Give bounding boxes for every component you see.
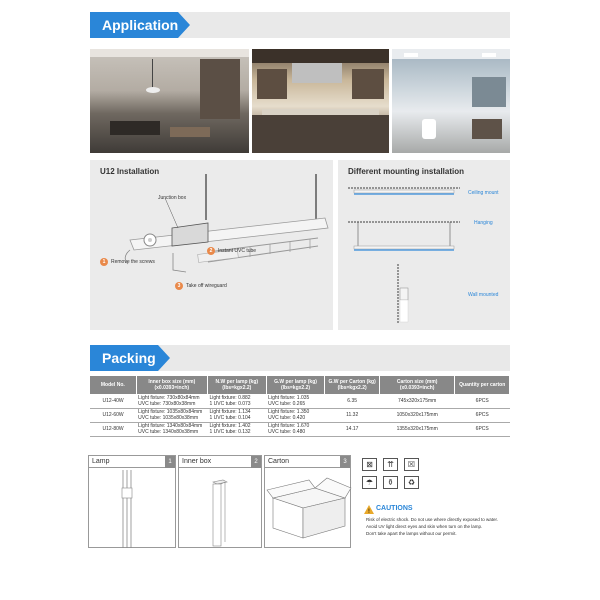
cell-nw-fixture: Light fixture: 0.882 [209,394,251,401]
caution-line-2: Avoid UV light direct eyes and skin when turn on the lamp. [366,524,483,529]
cell-carton-size: 1050x320x175mm [379,408,455,422]
cell-gw-fixture: Light fixture: 1.350 [268,409,310,415]
table-header-row [90,376,510,394]
cell-inner [136,394,207,408]
inner-box [178,455,262,548]
warning-icon [364,505,374,514]
inner-box-number: 2 [251,456,261,468]
caution-line-3: Don't take apart the lamps without our permit. [366,531,457,536]
cell-inner [136,422,207,436]
cell-gw-fixture: Light fixture: 1.035 [268,394,310,401]
step-2-badge: 2 [207,247,215,255]
col-inner-box: Inner box size (mm) (x0.0393=inch) [136,376,207,394]
cell-qty: 6PCS [455,422,510,436]
caution-line-1: Risk of electric shock. Do not use where directly exposed to water. [366,517,499,522]
keep-dry-icon: ☂ [362,476,377,489]
cell-nw-fixture: Light fixture: 1.134 [209,409,251,415]
cell-inner-fixture: Light fixture: 1035x80x84mm [138,409,203,415]
cell-nw-tube: 1 UVC tube: 0.104 [209,415,251,421]
col-gw: G.W per lamp (kg) (lbs=kgx2.2) [266,376,325,394]
cell-gw-tube: UVC tube: 0.420 [268,415,306,421]
living-room-photo [90,49,249,153]
cell-carton-size: 745x320x175mm [379,394,455,408]
cautions-title: CAUTIONS [376,505,413,512]
cell-nw [207,422,266,436]
col-nw: N.W per lamp (kg) (lbs=kgx2.2) [207,376,266,394]
this-way-up-icon: ⇈ [383,458,398,471]
cell-nw [207,394,266,408]
cell-inner-tube: UVC tube: 1340x80x38mm [138,429,199,435]
table-row [90,394,510,408]
col-carton-gw: G.W per Carton (kg) (lbs=kgx2.2) [325,376,380,394]
cell-gw-fixture: Light fixture: 1.670 [268,423,310,429]
installation-title: U12 Installation [100,167,160,176]
cell-model: U12-60W [90,408,136,422]
lamp-illustration [89,468,177,549]
lamp-box-number: 1 [165,456,175,468]
cell-gw [266,394,325,408]
table-row [90,408,510,422]
step-3-label: Take off wireguard [186,283,227,289]
cell-gw [266,408,325,422]
cell-inner [136,408,207,422]
bathroom-photo [392,49,510,153]
svg-text:!: ! [367,508,371,514]
cell-model: U12-40W [90,394,136,408]
cell-nw [207,408,266,422]
cell-model: U12-80W [90,422,136,436]
step-1-label: Remove the screws [111,259,155,265]
carton-box-label: Carton [268,458,290,465]
installation-diagram [90,160,333,330]
col-qty: Quantity per carton [455,376,510,394]
inner-box-illustration [179,468,263,549]
packing-table [90,376,510,437]
cell-nw-tube: 1 UVC tube: 0.132 [209,429,251,435]
carton-box [264,455,351,548]
packing-band [90,345,510,371]
carton-illustration [265,468,352,549]
carton-box-number: 3 [340,456,350,468]
mount-type-wall: Wall mounted [468,292,499,298]
cell-gw-tube: UVC tube: 0.480 [268,429,306,435]
cell-carton-gw: 11.32 [325,408,380,422]
kitchen-photo [252,49,389,153]
lamp-box [88,455,176,548]
cell-carton-gw: 14.17 [325,422,380,436]
table-row [90,422,510,436]
cell-gw [266,422,325,436]
step-3-badge: 3 [175,282,183,290]
carton-box-header [265,456,350,468]
col-carton-size: Carton size (mm) (x0.0393=inch) [379,376,455,394]
mount-type-ceiling: Ceiling mount [468,190,499,196]
lamp-box-label: Lamp [92,458,110,465]
cell-inner-fixture: Light fixture: 1340x80x84mm [138,423,203,429]
do-not-crush-icon: ⊠ [362,458,377,471]
recycle-icon: ♻ [404,476,419,489]
inner-box-label: Inner box [182,458,212,465]
cell-qty: 6PCS [455,394,510,408]
application-band [90,12,510,38]
lamp-box-header [89,456,175,468]
do-not-stack-icon: ☒ [404,458,419,471]
cell-inner-tube: UVC tube: 1035x80x38mm [138,415,199,421]
cell-carton-size: 1355x320x175mm [379,422,455,436]
junction-box-label: Junction box [158,195,187,201]
cell-gw-tube: UVC tube: 0.265 [268,400,306,407]
mounting-panel [338,160,510,330]
installation-panel [90,160,333,330]
step-2-label: Instant UVC tube [218,248,257,254]
cell-inner-tube: UVC tube: 730x80x38mm [138,400,196,407]
mounting-title: Different mounting installation [348,167,464,176]
step-1-badge: 1 [100,258,108,266]
cell-qty: 6PCS [455,408,510,422]
cell-nw-fixture: Light fixture: 1.402 [209,423,251,429]
mount-type-hanging: Hanging [474,220,493,226]
cell-nw-tube: 1 UVC tube: 0.073 [209,400,251,407]
cell-inner-fixture: Light fixture: 730x80x84mm [138,394,200,401]
inner-box-header [179,456,261,468]
packing-title: Packing [90,345,158,371]
cell-carton-gw: 6.35 [325,394,380,408]
col-model: Model No. [90,376,136,394]
application-title: Application [90,12,178,38]
fragile-icon: ⚱ [383,476,398,489]
mounting-diagram [338,160,510,330]
